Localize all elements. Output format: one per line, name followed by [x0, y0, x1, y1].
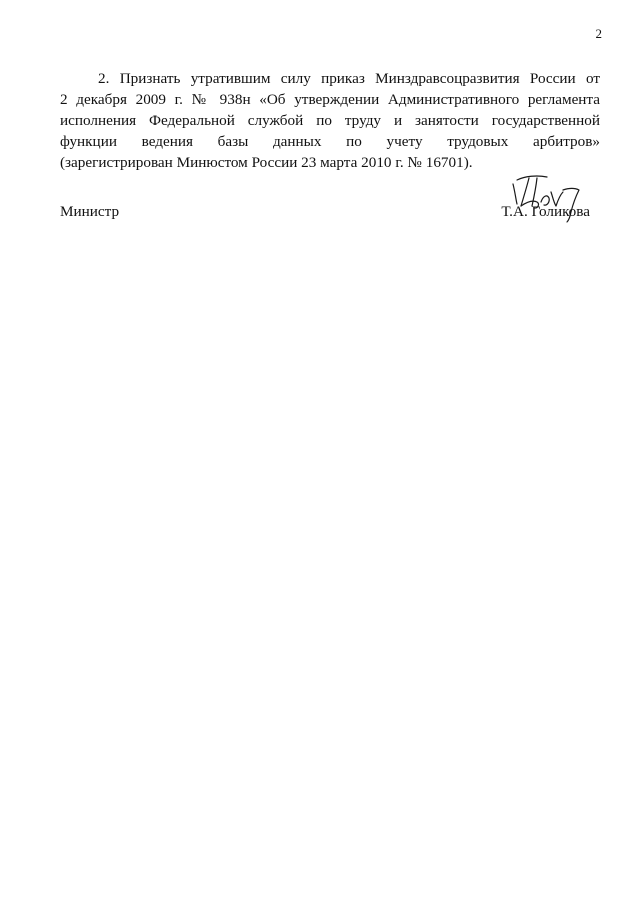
paragraph-line: функции ведения базы данных по учету трудовых арбитров»: [60, 133, 600, 150]
signer-position: Министр: [60, 203, 120, 220]
page-number: 2: [595, 26, 602, 41]
paragraph-line: исполнения Федеральной службой по труду и занятости государственной: [60, 112, 600, 129]
paragraph-2: [60, 68, 600, 173]
signer-name: Т.А. Голикова: [501, 203, 590, 220]
signature-row: [60, 203, 590, 227]
paragraph-line: 2 декабря 2009 г. № 938н «Об утверждении Административного регламента: [60, 91, 600, 108]
paragraph-line: (зарегистрирован Минюстом России 23 марта 2010 г. № 16701).: [60, 154, 473, 171]
paragraph-line: 2. Признать утратившим силу приказ Минздравсоцразвития России от: [98, 70, 600, 87]
